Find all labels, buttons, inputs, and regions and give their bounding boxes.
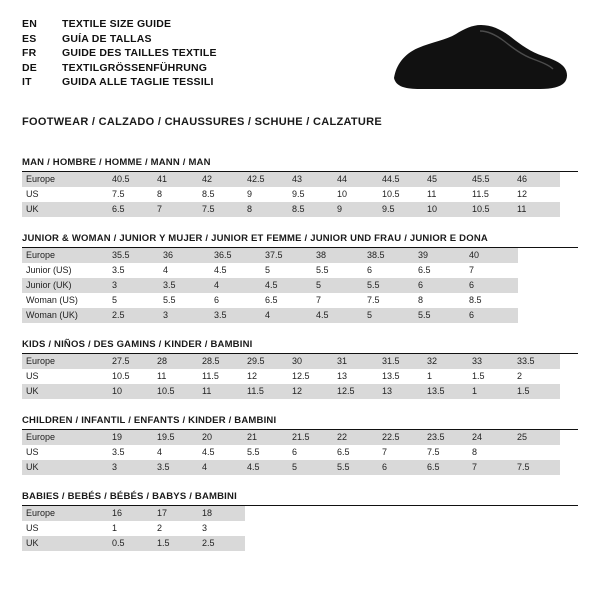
size-cell: 33 [470,354,515,369]
size-cell: 24 [470,430,515,445]
language-row [22,33,217,48]
size-section [22,491,578,551]
size-table-body [22,354,560,399]
size-cell: 3.5 [110,445,155,460]
row-header: US [22,369,110,384]
size-cell: 3.5 [155,460,200,475]
size-cell: 2 [155,521,200,536]
size-cell: 6 [467,278,518,293]
size-cell: 8 [155,187,200,202]
language-title: GUÍA DE TALLAS [62,32,152,45]
size-cell: 7.5 [425,445,470,460]
row-header: Europe [22,430,110,445]
table-row [22,369,560,384]
table-row [22,354,560,369]
size-cell: 1 [470,384,515,399]
size-cell: 3 [110,460,155,475]
size-cell: 7.5 [515,460,560,475]
table-row [22,263,518,278]
size-cell: 12 [515,187,560,202]
language-row [22,18,217,33]
table-row [22,445,560,460]
size-cell: 11 [515,202,560,217]
size-cell: 20 [200,430,245,445]
language-row [22,76,217,91]
table-row [22,521,245,536]
size-cell: 40 [467,248,518,263]
row-header: Europe [22,248,110,263]
size-cell: 43 [290,172,335,187]
size-cell: 5 [110,293,161,308]
size-section-title: JUNIOR & WOMAN / JUNIOR Y MUJER / JUNIOR ET FEMME / JUNIOR UND FRAU / JUNIOR E DONA [22,233,578,248]
size-cell: 39 [416,248,467,263]
size-cell: 8 [416,293,467,308]
table-row [22,293,518,308]
size-cell: 1.5 [155,536,200,551]
size-cell: 19.5 [155,430,200,445]
size-table [22,354,560,399]
table-row [22,506,245,521]
size-cell: 11.5 [200,369,245,384]
size-cell: 29.5 [245,354,290,369]
size-cell: 3 [200,521,245,536]
table-row [22,460,560,475]
size-cell: 1.5 [470,369,515,384]
size-cell: 6.5 [263,293,314,308]
table-row [22,187,560,202]
size-cell: 12 [290,384,335,399]
size-cell: 45 [425,172,470,187]
size-cell: 4 [161,263,212,278]
size-cell: 5.5 [335,460,380,475]
size-cell: 38 [314,248,365,263]
size-cell: 7 [380,445,425,460]
size-cell: 32 [425,354,470,369]
size-cell: 42 [200,172,245,187]
size-cell: 4 [263,308,314,323]
size-cell: 12 [245,369,290,384]
row-header: Junior (US) [22,263,110,278]
size-cell: 8.5 [467,293,518,308]
size-cell: 9 [335,202,380,217]
size-cell: 12.5 [290,369,335,384]
size-cell: 3.5 [212,308,263,323]
size-cell: 22.5 [380,430,425,445]
size-cell: 42.5 [245,172,290,187]
row-header: Woman (UK) [22,308,110,323]
size-cell: 3.5 [110,263,161,278]
size-cell: 33.5 [515,354,560,369]
language-title: TEXTILE SIZE GUIDE [62,18,172,30]
table-row [22,278,518,293]
size-cell: 1 [110,521,155,536]
size-cell [515,445,560,460]
language-row [22,62,217,77]
size-cell: 10 [110,384,155,399]
language-row [22,47,217,62]
size-cell: 8.5 [290,202,335,217]
size-cell: 11.5 [245,384,290,399]
size-section-title: MAN / HOMBRE / HOMME / MANN / MAN [22,157,578,172]
language-title-list [22,18,217,91]
size-cell: 4.5 [245,460,290,475]
size-cell: 8.5 [200,187,245,202]
size-cell: 4 [155,445,200,460]
size-cell: 1.5 [515,384,560,399]
row-header: UK [22,460,110,475]
table-row [22,248,518,263]
language-title-list-body [22,18,217,91]
size-cell: 44.5 [380,172,425,187]
size-cell: 3 [161,308,212,323]
size-cell: 1 [425,369,470,384]
size-cell: 21.5 [290,430,335,445]
size-cell: 5.5 [245,445,290,460]
size-cell: 2.5 [200,536,245,551]
size-cell: 5 [365,308,416,323]
size-cell: 5.5 [416,308,467,323]
document-header [22,18,578,104]
size-cell: 10.5 [380,187,425,202]
size-cell: 13 [380,384,425,399]
size-table [22,248,518,323]
size-cell: 10.5 [155,384,200,399]
size-cell: 18 [200,506,245,521]
row-header: US [22,445,110,460]
table-row [22,308,518,323]
language-code: DE [22,61,37,74]
size-cell: 6 [212,293,263,308]
size-section [22,157,578,217]
size-cell: 13 [335,369,380,384]
size-cell: 7.5 [110,187,155,202]
row-header: US [22,187,110,202]
size-cell: 21 [245,430,290,445]
size-table [22,172,560,217]
table-row [22,536,245,551]
size-cell: 7 [470,460,515,475]
size-cell: 5.5 [314,263,365,278]
size-cell: 11.5 [470,187,515,202]
size-cell: 11 [200,384,245,399]
size-cell: 7.5 [200,202,245,217]
size-cell: 7 [314,293,365,308]
size-cell: 7 [155,202,200,217]
size-cell: 30 [290,354,335,369]
size-cell: 36.5 [212,248,263,263]
size-cell: 36 [161,248,212,263]
size-cell: 40.5 [110,172,155,187]
size-cell: 4.5 [212,263,263,278]
size-cell: 12.5 [335,384,380,399]
size-cell: 45.5 [470,172,515,187]
size-cell: 8 [470,445,515,460]
size-cell: 10 [425,202,470,217]
dress-shoe-icon [380,21,570,101]
size-cell: 6.5 [335,445,380,460]
row-header: Europe [22,506,110,521]
row-header: Europe [22,172,110,187]
size-cell: 6.5 [425,460,470,475]
size-cell: 44 [335,172,380,187]
table-row [22,172,560,187]
size-cell: 28 [155,354,200,369]
size-cell: 25 [515,430,560,445]
size-cell: 5.5 [365,278,416,293]
size-cell: 17 [155,506,200,521]
size-cell: 3.5 [161,278,212,293]
size-section-title: CHILDREN / INFANTIL / ENFANTS / KINDER / BAMBINI [22,415,578,430]
size-cell: 10.5 [110,369,155,384]
language-code: ES [22,32,37,45]
size-cell: 7.5 [365,293,416,308]
size-cell: 22 [335,430,380,445]
size-cell: 7 [467,263,518,278]
size-cell: 19 [110,430,155,445]
size-cell: 31 [335,354,380,369]
size-cell: 5.5 [161,293,212,308]
size-cell: 31.5 [380,354,425,369]
size-cell: 3 [110,278,161,293]
shoe-illustration [380,18,570,104]
size-cell: 11 [425,187,470,202]
row-header: Europe [22,354,110,369]
row-header: Woman (US) [22,293,110,308]
language-title: GUIDE DES TAILLES TEXTILE [62,47,217,59]
size-cell: 6 [290,445,335,460]
size-cell: 13.5 [380,369,425,384]
size-cell: 5 [314,278,365,293]
size-cell: 6.5 [416,263,467,278]
size-cell: 16 [110,506,155,521]
language-code: EN [22,18,37,30]
size-section [22,415,578,475]
size-table-body [22,172,560,217]
size-cell: 11 [155,369,200,384]
size-cell: 8 [245,202,290,217]
size-cell: 10.5 [470,202,515,217]
language-title: TEXTILGRÖSSENFÜHRUNG [62,61,208,74]
size-cell: 4.5 [263,278,314,293]
table-row [22,202,560,217]
size-cell: 2.5 [110,308,161,323]
row-header: US [22,521,110,536]
size-section [22,339,578,399]
size-cell: 4.5 [314,308,365,323]
size-table-body [22,430,560,475]
size-cell: 5 [290,460,335,475]
size-cell: 6 [416,278,467,293]
table-row [22,384,560,399]
size-cell: 6 [467,308,518,323]
size-cell: 28.5 [200,354,245,369]
size-cell: 35.5 [110,248,161,263]
size-cell: 9.5 [380,202,425,217]
language-code: IT [22,76,32,88]
row-header: UK [22,202,110,217]
size-table [22,430,560,475]
size-table [22,506,245,551]
size-table-body [22,248,518,323]
size-cell: 6.5 [110,202,155,217]
size-section-title: BABIES / BEBÉS / BÉBÉS / BABYS / BAMBINI [22,491,578,506]
size-cell: 9.5 [290,187,335,202]
row-header: UK [22,384,110,399]
size-cell: 46 [515,172,560,187]
size-cell: 9 [245,187,290,202]
size-cell: 6 [380,460,425,475]
language-code: FR [22,47,37,59]
size-cell: 23.5 [425,430,470,445]
size-cell: 2 [515,369,560,384]
language-title: GUIDA ALLE TAGLIE TESSILI [62,76,214,88]
size-cell: 4 [200,460,245,475]
size-cell: 41 [155,172,200,187]
size-cell: 4.5 [200,445,245,460]
size-cell: 5 [263,263,314,278]
size-cell: 37.5 [263,248,314,263]
size-section [22,233,578,323]
row-header: UK [22,536,110,551]
size-cell: 27.5 [110,354,155,369]
row-header: Junior (UK) [22,278,110,293]
size-section-title: KIDS / NIÑOS / DES GAMINS / KINDER / BAMBINI [22,339,578,354]
size-cell: 38.5 [365,248,416,263]
size-tables-container [22,157,578,551]
size-cell: 13.5 [425,384,470,399]
size-table-body [22,506,245,551]
size-cell: 10 [335,187,380,202]
category-line: FOOTWEAR / CALZADO / CHAUSSURES / SCHUHE / CALZATURE [22,116,383,128]
table-row [22,430,560,445]
size-cell: 6 [365,263,416,278]
size-cell: 0.5 [110,536,155,551]
size-cell: 4 [212,278,263,293]
